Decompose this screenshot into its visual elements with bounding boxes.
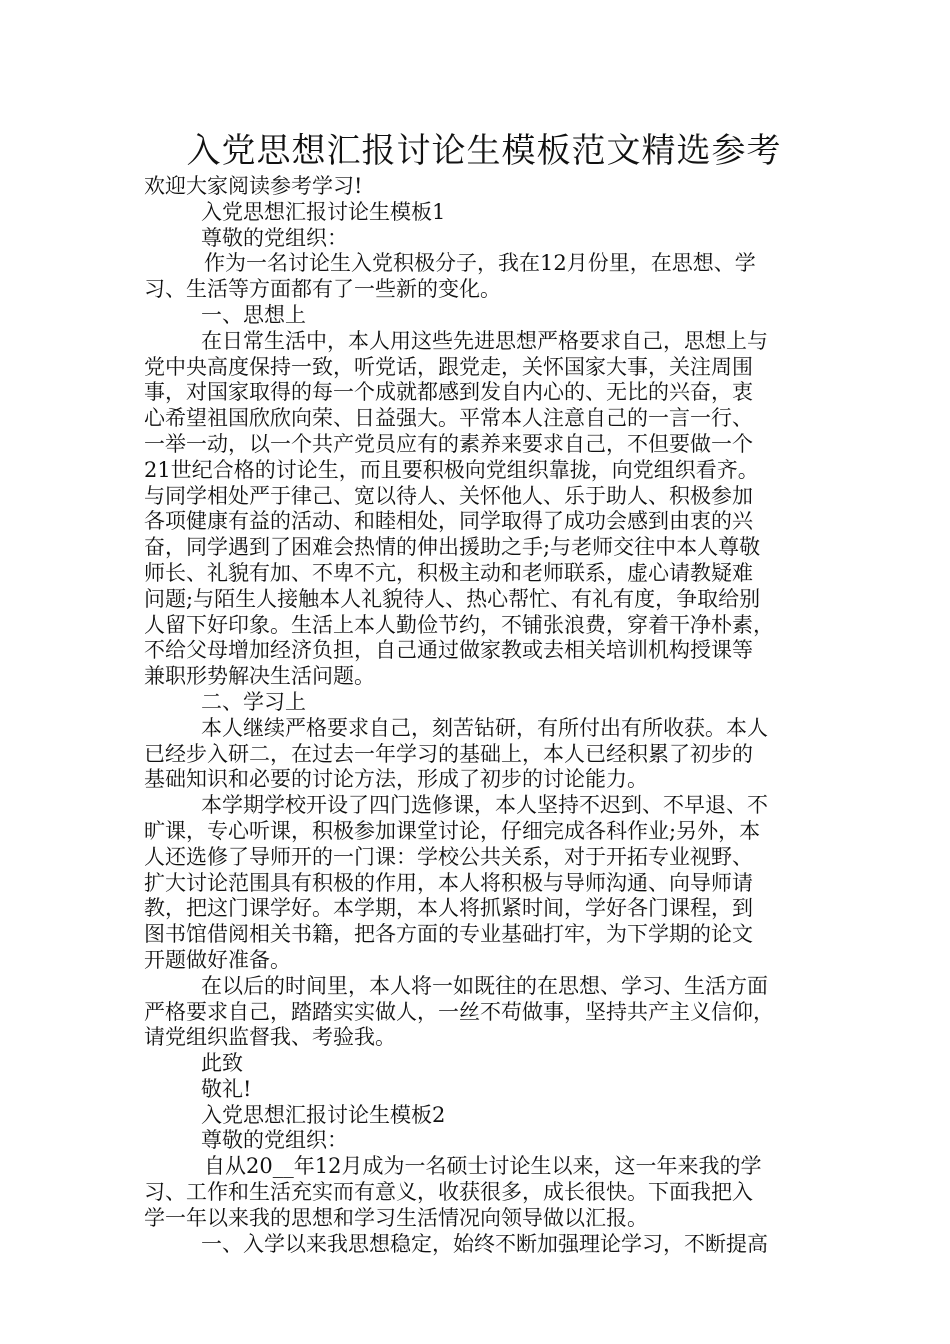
text-line-20: 兼职形势解决生活问题。 xyxy=(144,664,375,689)
text-line-36: 敬礼! xyxy=(201,1076,252,1101)
text-line-26: 旷课，专心听课，积极参加课堂讨论，仔细完成各科作业;另外，本 xyxy=(144,818,761,843)
text-line-42: 一、入学以来我思想稳定，始终不断加强理论学习，不断提高 xyxy=(201,1231,768,1256)
text-line-3: 尊敬的党组织： xyxy=(201,225,348,250)
text-line-18: 人留下好印象。生活上本人勤俭节约，不铺张浪费，穿着干净朴素， xyxy=(144,612,774,637)
text-line-4: 作为一名讨论生入党积极分子，我在12月份里，在思想、学 xyxy=(204,251,756,276)
text-line-32: 在以后的时间里，本人将一如既往的在思想、学习、生活方面 xyxy=(201,973,768,998)
text-line-25: 本学期学校开设了四门选修课，本人坚持不迟到、不早退、不 xyxy=(201,793,768,818)
text-line-14: 各项健康有益的活动、和睦相处，同学取得了成功会感到由衷的兴 xyxy=(144,509,753,534)
text-line-27: 人还选修了导师开的一门课：学校公共关系，对于开拓专业视野、 xyxy=(144,844,753,869)
text-line-31: 开题做好准备。 xyxy=(144,947,291,972)
text-line-5: 习、生活等方面都有了一些新的变化。 xyxy=(144,277,501,302)
text-line-21: 二、学习上 xyxy=(201,689,306,714)
text-line-37: 入党思想汇报讨论生模板2 xyxy=(201,1102,446,1127)
text-line-23: 已经步入研二，在过去一年学习的基础上，本人已经积累了初步的 xyxy=(144,741,753,766)
text-line-2: 入党思想汇报讨论生模板1 xyxy=(201,199,446,224)
text-line-6: 一、思想上 xyxy=(201,302,306,327)
text-line-19: 不给父母增加经济负担，自己通过做家教或去相关培训机构授课等 xyxy=(144,638,753,663)
text-line-22: 本人继续严格要求自己，刻苦钻研，有所付出有所收获。本人 xyxy=(201,715,768,740)
document-title: 入党思想汇报讨论生模板范文精选参考 xyxy=(186,131,782,171)
text-line-33: 严格要求自己，踏踏实实做人，一丝不苟做事，坚持共产主义信仰， xyxy=(144,999,774,1024)
document-page xyxy=(144,128,824,1257)
text-line-35: 此致 xyxy=(201,1051,243,1076)
text-line-34: 请党组织监督我、考验我。 xyxy=(144,1025,396,1050)
text-line-39: 自从20__年12月成为一名硕士讨论生以来，这一年来我的学 xyxy=(204,1154,762,1179)
text-line-29: 教，把这门课学好。本学期，本人将抓紧时间，学好各门课程，到 xyxy=(144,896,753,921)
text-line-10: 心希望祖国欣欣向荣、日益强大。平常本人注意自己的一言一行、 xyxy=(144,406,753,431)
text-line-15: 奋，同学遇到了困难会热情的伸出援助之手;与老师交往中本人尊敬 xyxy=(144,535,761,560)
text-line-11: 一举一动，以一个共产党员应有的素养来要求自己，不但要做一个 xyxy=(144,431,753,456)
text-line-9: 事，对国家取得的每一个成就都感到发自内心的、无比的兴奋，衷 xyxy=(144,380,753,405)
text-line-30: 图书馆借阅相关书籍，把各方面的专业基础打牢，为下学期的论文 xyxy=(144,922,753,947)
text-line-13: 与同学相处严于律己、宽以待人、关怀他人、乐于助人、积极参加 xyxy=(144,483,753,508)
text-line-38: 尊敬的党组织： xyxy=(201,1128,348,1153)
text-line-40: 习、工作和生活充实而有意义，收获很多，成长很快。下面我把入 xyxy=(144,1180,753,1205)
text-line-28: 扩大讨论范围具有积极的作用，本人将积极与导师沟通、向导师请 xyxy=(144,870,753,895)
text-line-7: 在日常生活中，本人用这些先进思想严格要求自己，思想上与 xyxy=(201,328,768,353)
text-line-16: 师长、礼貌有加、不卑不亢，积极主动和老师联系，虚心请教疑难 xyxy=(144,560,753,585)
text-line-1: 欢迎大家阅读参考学习! xyxy=(144,174,363,198)
text-line-17: 问题;与陌生人接触本人礼貌待人、热心帮忙、有礼有度，争取给别 xyxy=(144,586,761,611)
document-body xyxy=(144,174,824,1257)
text-line-41: 学一年以来我的思想和学习生活情况向领导做以汇报。 xyxy=(144,1205,648,1230)
text-line-12: 21世纪合格的讨论生，而且要积极向党组织靠拢，向党组织看齐。 xyxy=(144,457,759,482)
text-line-8: 党中央高度保持一致，听党话，跟党走，关怀国家大事，关注周围 xyxy=(144,354,753,379)
text-line-24: 基础知识和必要的讨论方法，形成了初步的讨论能力。 xyxy=(144,767,648,792)
